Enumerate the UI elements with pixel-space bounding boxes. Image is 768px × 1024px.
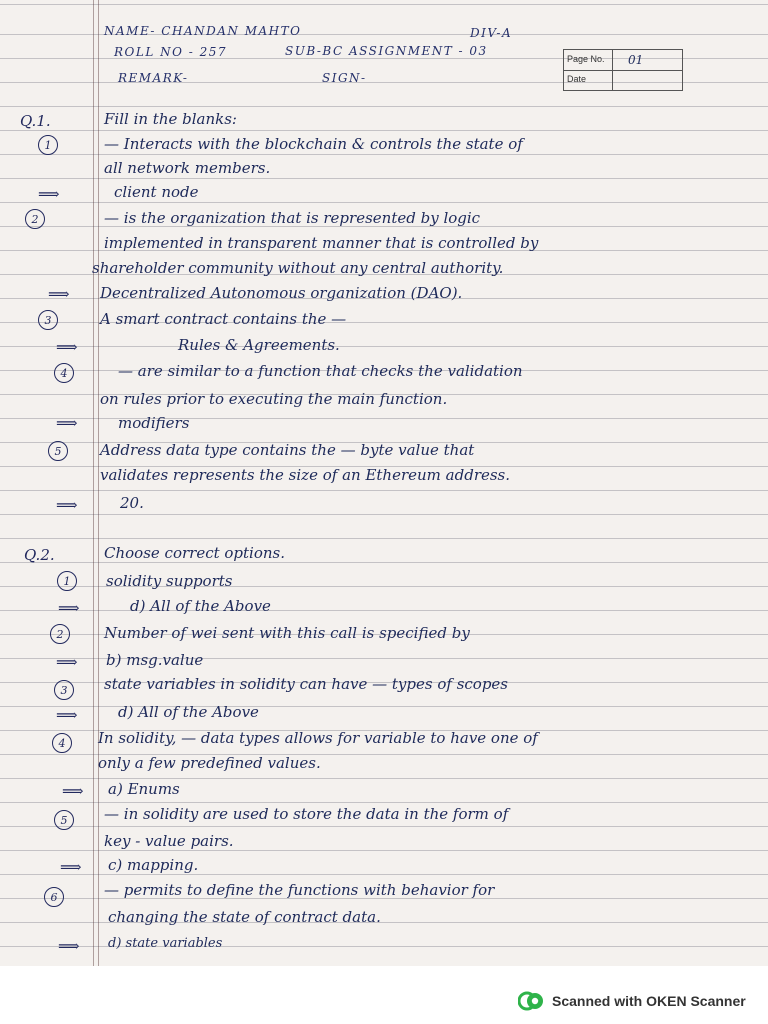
answer-text: modifiers — [118, 414, 190, 432]
answer-text: Decentralized Autonomous organization (DAO). — [100, 284, 463, 302]
question-text: solidity supports — [106, 572, 233, 590]
question-text: all network members. — [104, 159, 271, 177]
answer-text: b) msg.value — [106, 651, 204, 669]
answer-text: Rules & Agreements. — [178, 336, 340, 354]
question-text: — is the organization that is represented by logic — [104, 209, 481, 227]
scanner-text: Scanned with OKEN Scanner — [552, 993, 746, 1009]
question-text: only a few predefined values. — [98, 754, 321, 772]
item-number: 1 — [57, 571, 77, 591]
answer-arrow-icon: ⟹ — [62, 782, 84, 800]
page-number-box — [563, 49, 683, 91]
roll-number: ROLL NO - 257 — [114, 45, 228, 59]
answer-text: d) All of the Above — [130, 597, 271, 615]
question-text: — permits to define the functions with behavior for — [104, 881, 495, 899]
answer-text: d) state variables — [108, 936, 223, 951]
question-text: — Interacts with the blockchain & controls the state of — [104, 135, 523, 153]
question-text: shareholder community without any central authority. — [92, 259, 504, 277]
answer-arrow-icon: ⟹ — [56, 653, 78, 671]
answer-arrow-icon: ⟹ — [56, 496, 78, 514]
answer-arrow-icon: ⟹ — [58, 937, 80, 955]
item-number: 3 — [54, 680, 74, 700]
item-number: 5 — [54, 810, 74, 830]
question-text: — in solidity are used to store the data in the form of — [104, 805, 509, 823]
answer-text: d) All of the Above — [118, 703, 259, 721]
question-text: In solidity, — data types allows for variable to have one of — [98, 729, 538, 747]
sign-label: SIGN- — [322, 71, 367, 85]
question-text: Address data type contains the — byte value that — [100, 441, 475, 459]
margin-line — [98, 0, 99, 966]
question-text: Number of wei sent with this call is specified by — [104, 624, 470, 642]
question-2-marker: Q.2. — [24, 546, 55, 564]
item-number: 1 — [38, 135, 58, 155]
page-no-value: 01 — [628, 53, 644, 67]
answer-arrow-icon: ⟹ — [60, 858, 82, 876]
question-text: key - value pairs. — [104, 832, 234, 850]
item-number: 2 — [50, 624, 70, 644]
answer-text: client node — [114, 183, 199, 201]
page-no-label: Page No. — [567, 54, 605, 64]
division: DIV-A — [470, 26, 513, 40]
question-1-heading: Fill in the blanks: — [104, 110, 237, 128]
question-text: changing the state of contract data. — [108, 908, 381, 926]
question-1-marker: Q.1. — [20, 112, 51, 130]
answer-arrow-icon: ⟹ — [56, 706, 78, 724]
answer-arrow-icon: ⟹ — [48, 285, 70, 303]
question-text: on rules prior to executing the main function. — [100, 390, 448, 408]
question-text: validates represents the size of an Ethereum address. — [100, 466, 511, 484]
answer-text: 20. — [120, 494, 144, 512]
answer-arrow-icon: ⟹ — [58, 599, 80, 617]
item-number: 2 — [25, 209, 45, 229]
item-number: 4 — [52, 733, 72, 753]
answer-text: a) Enums — [108, 780, 180, 798]
question-text: — are similar to a function that checks the validation — [118, 362, 523, 380]
answer-arrow-icon: ⟹ — [38, 185, 60, 203]
question-text: implemented in transparent manner that is controlled by — [104, 234, 539, 252]
date-label: Date — [567, 74, 587, 84]
answer-text: c) mapping. — [108, 856, 199, 874]
student-name: NAME- CHANDAN MAHTO — [104, 24, 302, 38]
oken-scanner-logo-icon — [518, 990, 544, 1012]
item-number: 5 — [48, 441, 68, 461]
remark-label: REMARK- — [118, 71, 189, 85]
item-number: 4 — [54, 363, 74, 383]
item-number: 6 — [44, 887, 64, 907]
question-text: A smart contract contains the — — [100, 310, 347, 328]
answer-arrow-icon: ⟹ — [56, 414, 78, 432]
margin-line — [93, 0, 94, 966]
subject-assignment: SUB-BC ASSIGNMENT - 03 — [285, 44, 488, 58]
item-number: 3 — [38, 310, 58, 330]
question-2-heading: Choose correct options. — [104, 544, 286, 562]
answer-arrow-icon: ⟹ — [56, 338, 78, 356]
question-text: state variables in solidity can have — types of scopes — [104, 675, 508, 693]
scanner-watermark — [518, 990, 746, 1012]
